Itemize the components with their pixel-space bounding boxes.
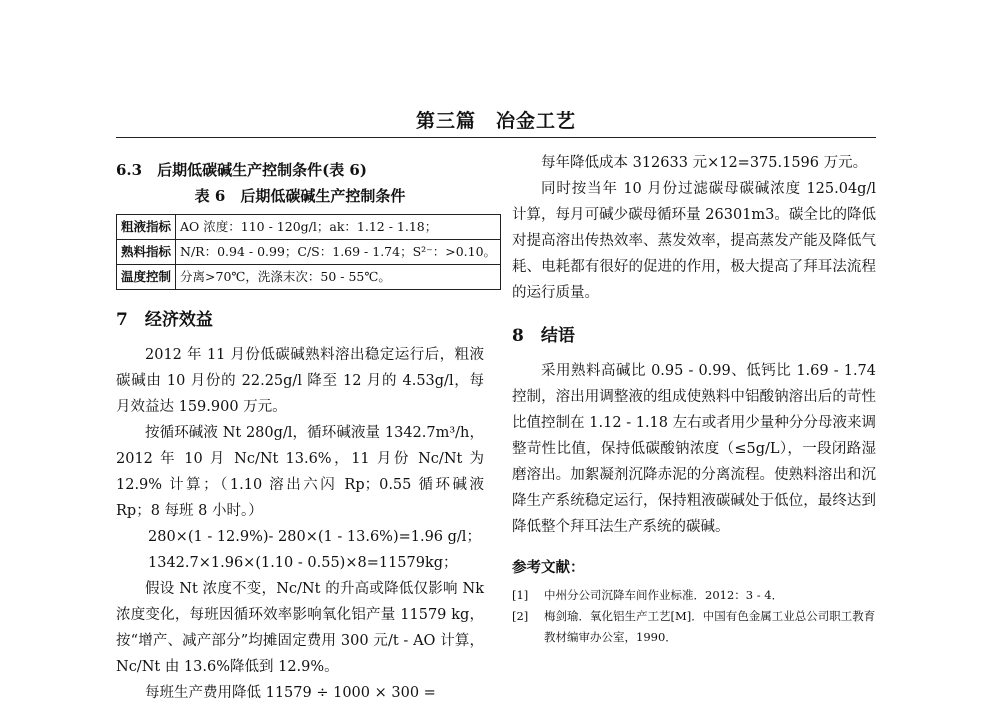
- table-cell-value: N/R：0.94 - 0.99；C/S：1.69 - 1.74；S²⁻：>0.10。: [176, 240, 501, 265]
- formula: 1342.7×1.96×(1.10 - 0.55)×8=11579kg；: [148, 555, 458, 571]
- paragraph: 采用熟料高碱比 0.95 - 0.99、低钙比 1.69 - 1.74 控制，溶出用调整液的组成使熟料中铝酸钠溶出后的苛性比值控制在 1.12 - 1.18 左右或者用少量种分分母液来调整苛性比值，保持低碳酸钠浓度（≤5g/L），一段闭路湿磨溶出。加絮凝剂沉降赤泥的分离流程。使熟料溶出和沉降生产系统稳定运行，保持粗液碳碱处于低位，最终达到降低整个拜耳法生产系统的碳碱。: [512, 363, 876, 535]
- page-header: 第三篇 冶金工艺: [415, 110, 576, 132]
- section-6-3-heading: 6.3 后期低碳碱生产控制条件(表 6): [116, 161, 367, 179]
- paragraph: 假设 Nt 浓度不变，Nc/Nt 的升高或降低仅影响 Nk 浓度变化，每班因循环效率影响氧化铝产量 11579 kg，按“增产、减产部分”均摊固定费用 300 元/t - AO 计算，Nc/Nt 由 13.6%降低到 12.9%。: [116, 581, 484, 675]
- table-cell-key: 粗液指标: [117, 215, 176, 240]
- references-heading: 参考文献：: [512, 559, 585, 576]
- reference-number: [2]: [512, 609, 529, 623]
- paragraph: 按循环碱液 Nt 280g/l，循环碱液量 1342.7m³/h，2012 年 10 月 Nc/Nt 13.6%，11 月份 Nc/Nt 为 12.9% 计算；（1.10 溶出六闪 Rp；0.55 循环碱液 Rp；8 每班 8 小时。）: [116, 425, 484, 519]
- reference-item: [512, 585, 876, 606]
- paragraph: 每班生产费用降低 11579 ÷ 1000 × 300 =: [145, 685, 436, 701]
- table-row: [117, 240, 501, 265]
- reference-item: [512, 606, 876, 648]
- reference-text: 中州分公司沉降车间作业标准．2012：3 - 4．: [544, 588, 784, 602]
- table-cell-value: 分离>70℃，洗涤末次：50 - 55℃。: [176, 265, 501, 290]
- table-row: [117, 265, 501, 290]
- right-column: [512, 150, 876, 648]
- paragraph: 2012 年 11 月份低碳碱熟料溶出稳定运行后，粗液碳碱由 10 月份的 22.25g/l 降至 12 月的 4.53g/l，每月效益达 159.900 万元。: [116, 347, 484, 415]
- reference-number: [1]: [512, 588, 529, 602]
- table-cell-value: AO 浓度：110 - 120g/l；ak：1.12 - 1.18；: [176, 215, 501, 240]
- table-caption: 表 6 后期低碳碱生产控制条件: [194, 187, 406, 205]
- left-column: [116, 150, 497, 706]
- paragraph: 同时按当年 10 月份过滤碳母碳碱浓度 125.04g/l 计算，每月可碱少碳母循环量 26301m3。碳全比的降低对提高溶出传热效率、蒸发效率，提高蒸发产能及降低气耗、电耗都有很好的促进的作用，极大提高了拜耳法流程的运行质量。: [512, 181, 876, 301]
- control-conditions-table: [116, 214, 501, 290]
- table-cell-key: 熟料指标: [117, 240, 176, 265]
- section-8-heading: 8 结语: [512, 326, 575, 346]
- header-rule: [116, 137, 876, 138]
- table-cell-key: 温度控制: [117, 265, 176, 290]
- section-7-heading: 7 经济效益: [116, 310, 213, 330]
- table-row: [117, 215, 501, 240]
- reference-text: 梅剑瑜．氧化铝生产工艺[M]．中国有色金属工业总公司职工教育教材编审办公室，1990．: [544, 609, 876, 644]
- paragraph: 每年降低成本 312633 元×12=375.1596 万元。: [541, 155, 868, 171]
- formula: 280×(1 - 12.9%)- 280×(1 - 13.6%)=1.96 g/l；: [148, 529, 481, 545]
